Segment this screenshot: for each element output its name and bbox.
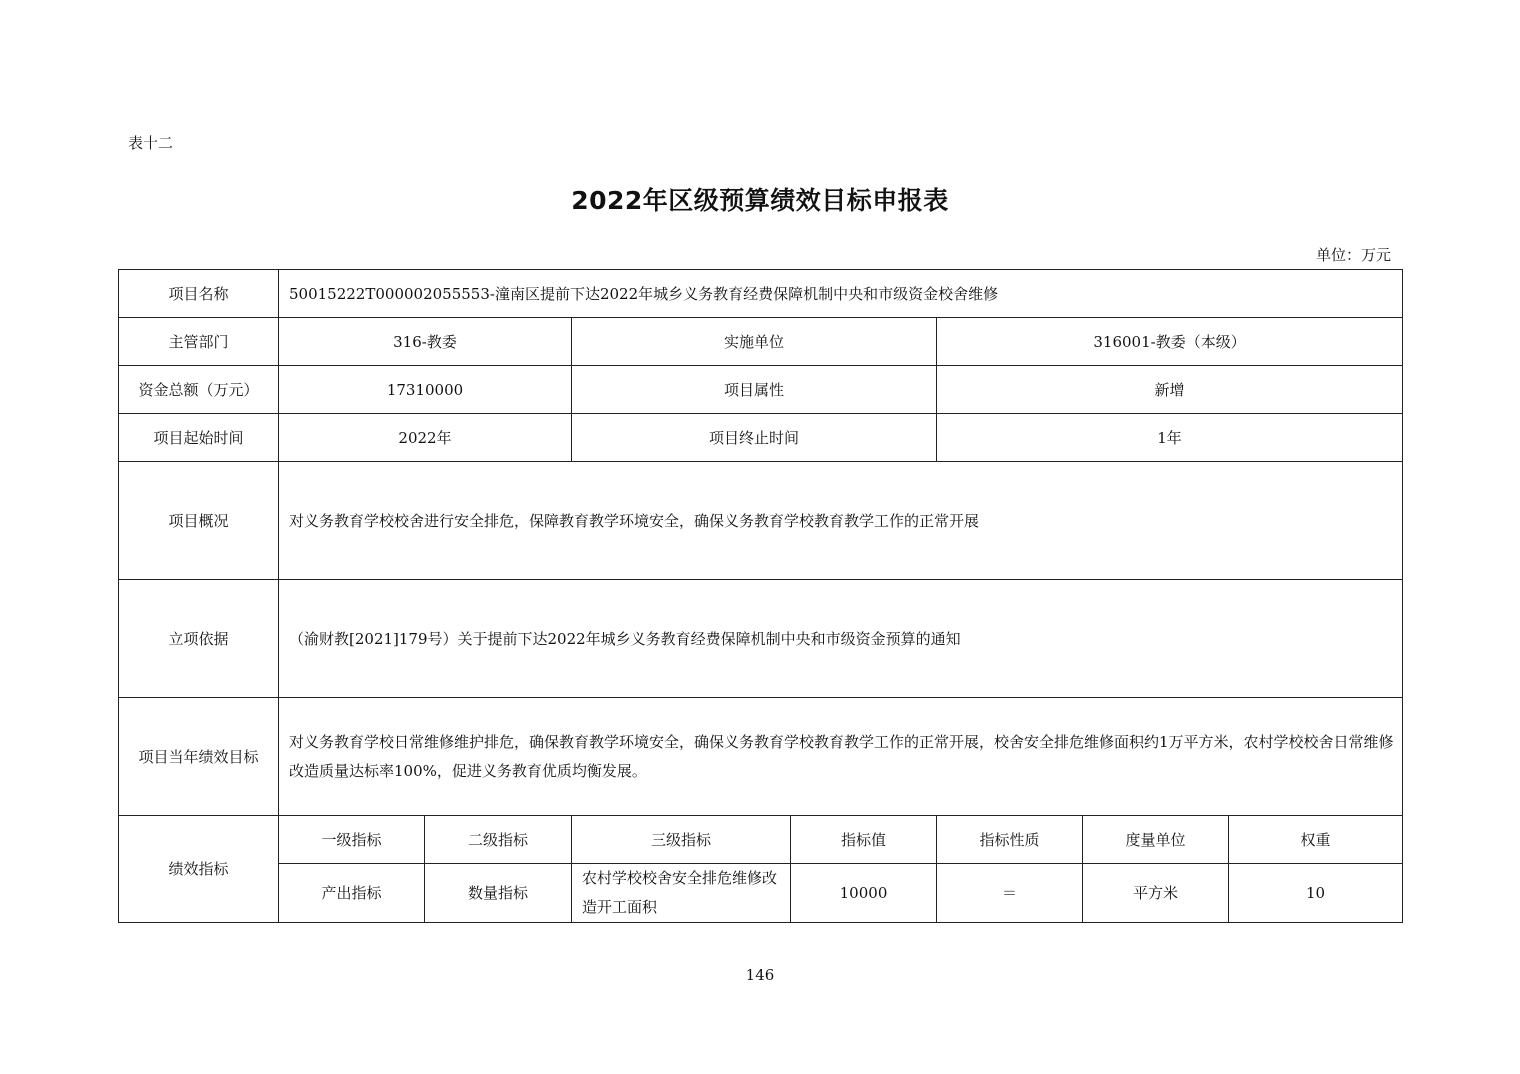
unit-note: 单位：万元 [1315, 246, 1391, 264]
basis-value: （渝财教[2021]179号）关于提前下达2022年城乡义务教育经费保障机制中央和市级资金预算的通知 [279, 580, 1403, 698]
indicator-value: 10000 [791, 864, 937, 923]
attribute-value: 新增 [937, 366, 1403, 414]
indicators-section-label: 绩效指标 [119, 816, 279, 923]
impl-unit-label: 实施单位 [572, 318, 937, 366]
header-value: 指标值 [791, 816, 937, 864]
row-indicator-header [119, 816, 1403, 864]
header-unit: 度量单位 [1083, 816, 1229, 864]
budget-performance-table [118, 269, 1403, 923]
indicator-level1: 产出指标 [279, 864, 425, 923]
indicator-nature: ＝ [937, 864, 1083, 923]
header-weight: 权重 [1229, 816, 1403, 864]
start-value: 2022年 [279, 414, 572, 462]
table-row [119, 864, 1403, 923]
row-department [119, 318, 1403, 366]
basis-label: 立项依据 [119, 580, 279, 698]
indicator-level3: 农村学校校舍安全排危维修改造开工面积 [572, 864, 791, 923]
header-level1: 一级指标 [279, 816, 425, 864]
dept-value: 316-教委 [279, 318, 572, 366]
row-basis [119, 580, 1403, 698]
header-level2: 二级指标 [425, 816, 572, 864]
goal-value: 对义务教育学校日常维修维护排危，确保教育教学环境安全，确保义务教育学校教育教学工作的正常开展，校舍安全排危维修面积约1万平方米，农村学校校舍日常维修改造质量达标率100%，促进义务教育优质均衡发展。 [279, 698, 1403, 816]
indicator-unit: 平方米 [1083, 864, 1229, 923]
attribute-label: 项目属性 [572, 366, 937, 414]
project-name-label: 项目名称 [119, 270, 279, 318]
overview-value: 对义务教育学校校舍进行安全排危，保障教育教学环境安全，确保义务教育学校教育教学工作的正常开展 [279, 462, 1403, 580]
table-label: 表十二 [128, 134, 174, 152]
overview-label: 项目概况 [119, 462, 279, 580]
goal-label: 项目当年绩效目标 [119, 698, 279, 816]
impl-unit-value: 316001-教委（本级） [937, 318, 1403, 366]
row-funds [119, 366, 1403, 414]
header-level3: 三级指标 [572, 816, 791, 864]
row-period [119, 414, 1403, 462]
project-name-value: 50015222T000002055553-潼南区提前下达2022年城乡义务教育经费保障机制中央和市级资金校舍维修 [279, 270, 1403, 318]
funds-value: 17310000 [279, 366, 572, 414]
end-label: 项目终止时间 [572, 414, 937, 462]
funds-label: 资金总额（万元） [119, 366, 279, 414]
start-label: 项目起始时间 [119, 414, 279, 462]
dept-label: 主管部门 [119, 318, 279, 366]
indicator-level2: 数量指标 [425, 864, 572, 923]
row-project-name [119, 270, 1403, 318]
page-number: 146 [745, 966, 775, 984]
page-title: 2022年区级预算绩效目标申报表 [571, 186, 949, 215]
row-goal [119, 698, 1403, 816]
row-overview [119, 462, 1403, 580]
indicator-weight: 10 [1229, 864, 1403, 923]
header-nature: 指标性质 [937, 816, 1083, 864]
end-value: 1年 [937, 414, 1403, 462]
